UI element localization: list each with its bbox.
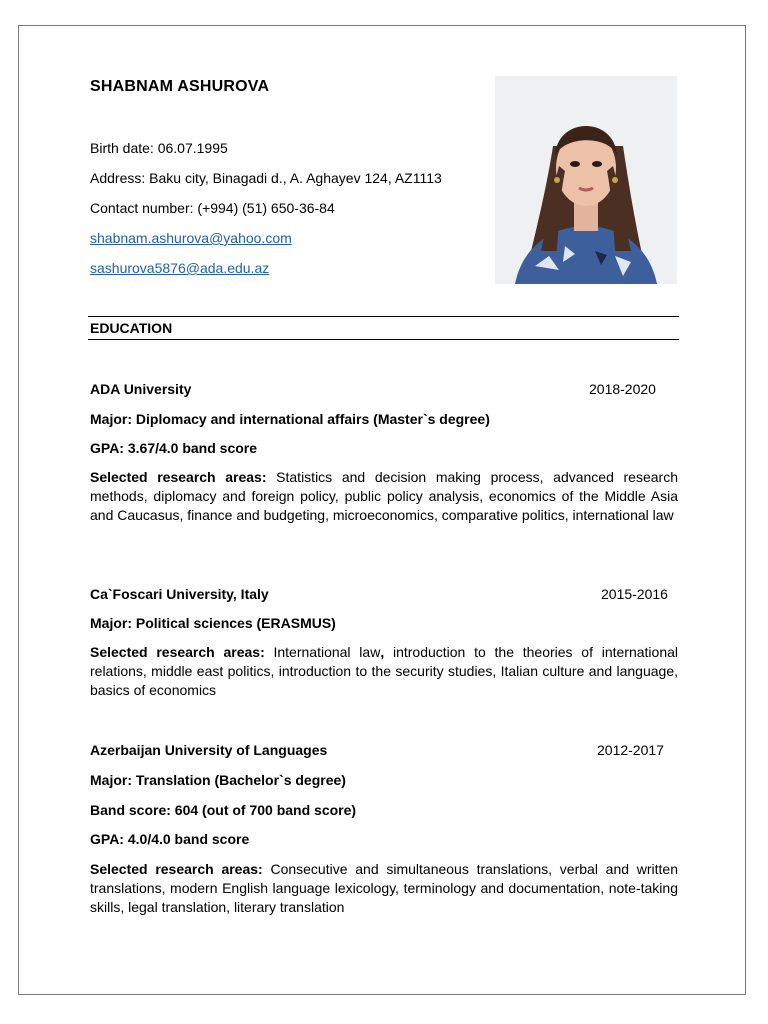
- candidate-name: SHABNAM ASHUROVA: [90, 78, 270, 95]
- research-label: Selected research areas:: [90, 861, 263, 877]
- gpa-aul: GPA: 4.0/4.0 band score: [90, 831, 250, 847]
- research-text: Statistics and decision making process, advanced research methods, diplomacy and foreign policy, public policy analysis, economics of the Middle Asia and Caucasus, finance and budgeting, microeconomics, comparative politics, international law: [90, 469, 678, 523]
- band-score-aul: Band score: 604 (out of 700 band score): [90, 802, 357, 818]
- major-cafoscari: Major: Political sciences (ERASMUS): [90, 615, 336, 631]
- profile-photo-illustration: [495, 76, 677, 284]
- education-title: EDUCATION: [90, 320, 173, 336]
- research-label: Selected research areas:: [90, 469, 267, 485]
- years-cafoscari: 2015-2016: [601, 586, 668, 602]
- birth-date: Birth date: 06.07.1995: [90, 140, 228, 156]
- major-ada: Major: Diplomacy and international affairs (Master`s degree): [90, 411, 490, 427]
- research-comma: ,: [380, 644, 385, 660]
- section-rule-top: [88, 316, 679, 317]
- research-text: Consecutive and simultaneous translations, verbal and written translations, modern English language lexicology, terminology and documentation, note-taking skills, legal translation, literary translation: [90, 861, 679, 915]
- major-aul: Major: Translation (Bachelor`s degree): [90, 772, 346, 788]
- email-link-ada[interactable]: sashurova5876@ada.edu.az: [90, 260, 270, 276]
- profile-photo: [495, 76, 677, 284]
- section-rule-bottom: [88, 339, 679, 340]
- research-cafoscari: [90, 643, 678, 700]
- email-link-yahoo[interactable]: shabnam.ashurova@yahoo.com: [90, 230, 292, 246]
- years-aul: 2012-2017: [597, 742, 664, 758]
- school-ada: ADA University: [90, 381, 192, 397]
- address: Address: Baku city, Binagadi d., A. Aghayev 124, AZ1113: [90, 170, 442, 186]
- gpa-ada: GPA: 3.67/4.0 band score: [90, 440, 258, 456]
- research-label: Selected research areas:: [90, 644, 265, 660]
- research-aul: [90, 860, 678, 917]
- contact-number: Contact number: (+994) (51) 650-36-84: [90, 200, 335, 216]
- research-text-part-2: introduction to the theories of international relations, middle east politics, introduction to the security studies, Italian culture and language, basics of economics: [90, 644, 678, 698]
- years-ada: 2018-2020: [589, 381, 656, 397]
- school-cafoscari: Ca`Foscari University, Italy: [90, 586, 269, 602]
- research-ada: [90, 468, 678, 525]
- research-text-part-1: International law: [264, 644, 381, 660]
- school-aul: Azerbaijan University of Languages: [90, 742, 328, 758]
